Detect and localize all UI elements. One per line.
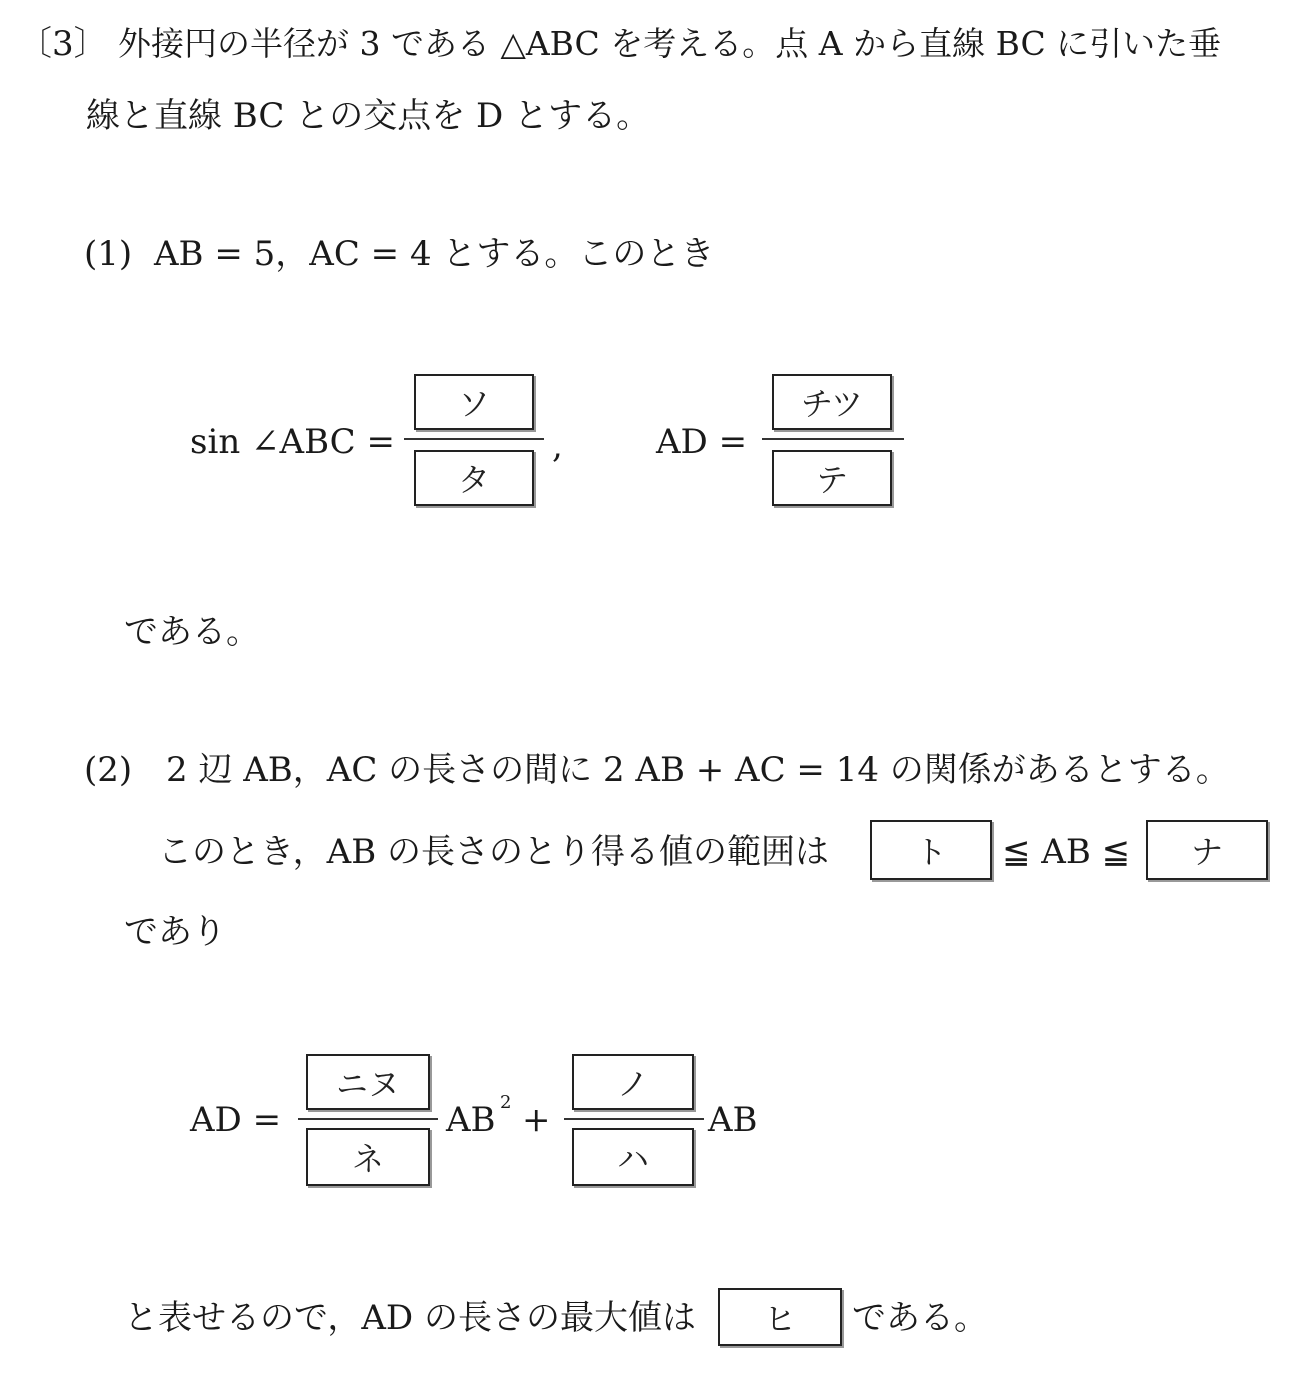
answer-box-so[interactable]: ソ	[414, 374, 534, 430]
answer-box-te[interactable]: テ	[772, 450, 892, 506]
answer-box-ta[interactable]: タ	[414, 450, 534, 506]
answer-box-na[interactable]: ナ	[1146, 820, 1268, 880]
le-ab-le: ≦ AB ≦	[1002, 832, 1131, 872]
answer-box-ninu[interactable]: ニヌ	[306, 1054, 430, 1110]
ad-lhs-1: AD =	[656, 422, 748, 462]
range-text: このとき，AB の長さのとり得る値の範囲は	[158, 832, 829, 872]
deari: であり	[124, 912, 226, 952]
comma: ,	[552, 426, 563, 466]
problem-number: 〔3〕	[18, 24, 108, 64]
fraction-bar-ab	[564, 1118, 704, 1120]
part2-condition: 2 辺 AB，AC の長さの間に 2 AB + AC = 14 の関係があるとする。	[166, 750, 1230, 790]
answer-box-ne[interactable]: ネ	[306, 1128, 430, 1186]
part1-label: (1)	[84, 234, 133, 274]
answer-box-to[interactable]: ト	[870, 820, 992, 880]
intro-line-2: 線と直線 BC との交点を D とする。	[86, 96, 651, 136]
fraction-bar-sin	[404, 438, 544, 440]
plus-sign: +	[522, 1100, 551, 1140]
fraction-bar-ad1	[762, 438, 904, 440]
part2-label: (2)	[84, 750, 133, 790]
sin-abc-lhs: sin ∠ABC =	[190, 422, 395, 462]
part1-closing: である。	[124, 612, 260, 652]
answer-box-ha[interactable]: ハ	[572, 1128, 694, 1186]
exponent-2: 2	[500, 1092, 512, 1113]
max-prefix: と表せるので，AD の長さの最大値は	[124, 1298, 696, 1338]
ad-lhs-2: AD =	[190, 1100, 282, 1140]
answer-box-hi[interactable]: ヒ	[718, 1288, 842, 1346]
intro-line-1: 外接円の半径が 3 である △ABC を考える。点 A から直線 BC に引いた垂	[118, 24, 1222, 63]
answer-box-chitsu[interactable]: チツ	[772, 374, 892, 430]
max-suffix: である。	[852, 1298, 988, 1338]
ab-tail: AB	[708, 1100, 758, 1140]
answer-box-no[interactable]: ノ	[572, 1054, 694, 1110]
part1-condition: AB = 5，AC = 4 とする。このとき	[154, 234, 715, 274]
ab-squared: AB	[446, 1100, 496, 1140]
fraction-bar-ab2	[298, 1118, 438, 1120]
